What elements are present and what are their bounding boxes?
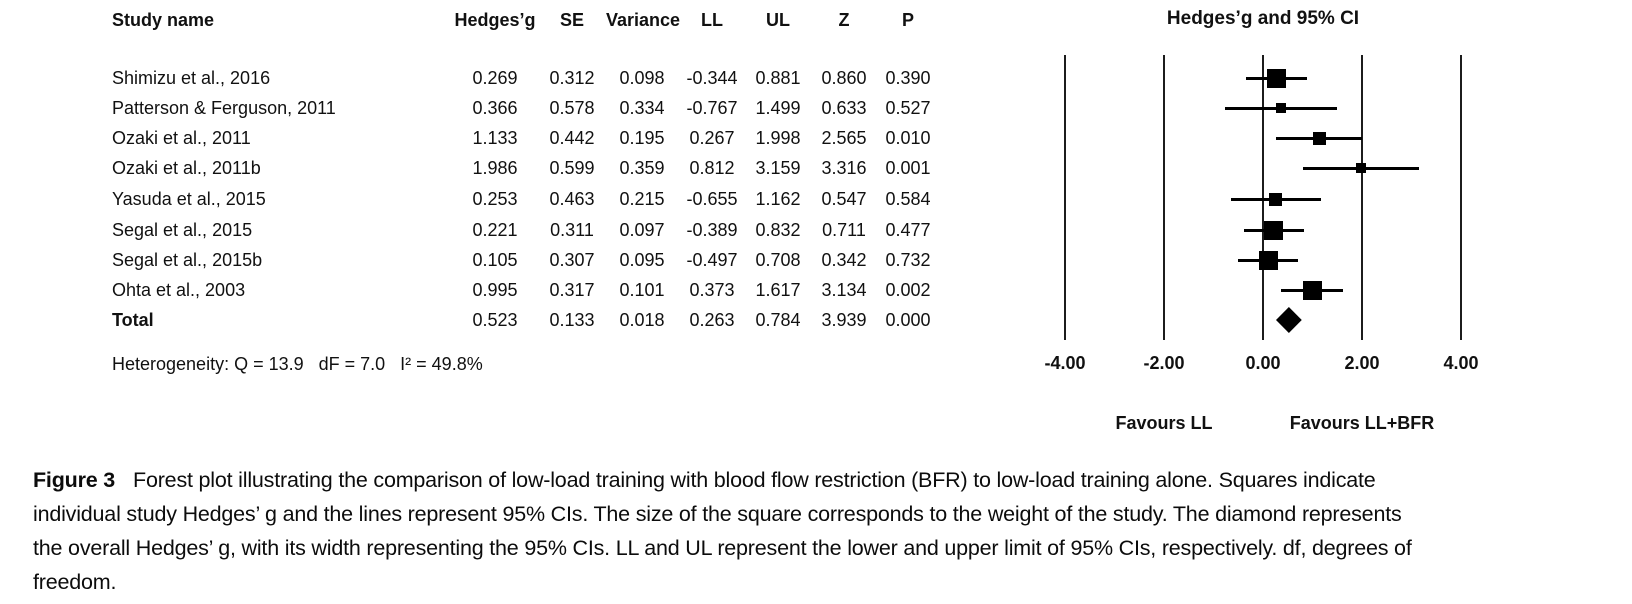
ll-value: -0.344 — [686, 68, 738, 88]
variance-value: 0.097 — [619, 220, 665, 240]
ll-value: 0.267 — [689, 128, 735, 148]
axis-gridline — [1361, 55, 1363, 340]
study-square-marker — [1267, 69, 1286, 88]
favours-ll-label: Favours LL — [1115, 413, 1213, 433]
p-value: 0.732 — [885, 250, 931, 270]
study-name: Ohta et al., 2003 — [112, 280, 246, 300]
total-diamond-marker — [1276, 307, 1302, 333]
study-square-marker — [1276, 103, 1286, 113]
study-square-marker — [1356, 163, 1366, 173]
variance-value: 0.359 — [619, 158, 665, 178]
z-value: 0.342 — [821, 250, 867, 270]
p-value: 0.010 — [885, 128, 931, 148]
z-value: 3.939 — [821, 310, 867, 330]
axis-tick-label: 2.00 — [1344, 353, 1380, 373]
hedges-g-value: 0.523 — [472, 310, 518, 330]
study-name: Ozaki et al., 2011 — [112, 128, 251, 148]
z-value: 0.711 — [822, 220, 866, 240]
ul-value: 0.708 — [755, 250, 801, 270]
hedges-g-value: 0.105 — [472, 250, 518, 270]
p-value: 0.527 — [885, 98, 931, 118]
study-name: Segal et al., 2015 — [112, 220, 253, 240]
hedges-g-value: 0.253 — [472, 189, 518, 209]
p-value: 0.002 — [885, 280, 931, 300]
caption-line: freedom. — [33, 570, 117, 594]
plot-title: Hedges’g and 95% CI — [1166, 8, 1360, 29]
hedges-g-value: 1.986 — [472, 158, 518, 178]
se-value: 0.133 — [549, 310, 595, 330]
ul-value: 1.162 — [755, 189, 801, 209]
variance-value: 0.215 — [619, 189, 665, 209]
col-header-se: SE — [559, 10, 584, 30]
study-name: Ozaki et al., 2011b — [112, 158, 261, 178]
ll-value: -0.497 — [686, 250, 738, 270]
p-value: 0.390 — [885, 68, 931, 88]
col-header-variance: Variance — [606, 10, 681, 30]
caption-line: the overall Hedges’ g, with its width representing the 95% CIs. LL and UL represent the lower and upper limit of 95% CIs, respectively. df, degrees of — [33, 536, 1412, 560]
study-square-marker — [1259, 251, 1278, 270]
se-value: 0.317 — [549, 280, 595, 300]
se-value: 0.307 — [549, 250, 595, 270]
se-value: 0.312 — [549, 68, 595, 88]
ul-value: 3.159 — [755, 158, 801, 178]
se-value: 0.442 — [549, 128, 595, 148]
ul-value: 0.784 — [755, 310, 801, 330]
study-square-marker — [1269, 193, 1282, 206]
variance-value: 0.334 — [619, 98, 665, 118]
ul-value: 1.998 — [755, 128, 801, 148]
axis-tick-label: 0.00 — [1245, 353, 1281, 373]
ul-value: 1.617 — [755, 280, 801, 300]
ul-value: 1.499 — [755, 98, 801, 118]
ul-value: 0.832 — [755, 220, 801, 240]
ul-value: 0.881 — [755, 68, 801, 88]
variance-value: 0.195 — [619, 128, 665, 148]
z-value: 2.565 — [821, 128, 867, 148]
col-header-p: P — [901, 10, 914, 30]
axis-gridline — [1460, 55, 1462, 340]
axis-tick-label: -2.00 — [1143, 353, 1185, 373]
caption-line — [33, 463, 1623, 497]
caption-text: Forest plot illustrating the comparison of low-load training with blood flow restriction (BFR) to low-load training alone. Squares indicate — [133, 468, 1376, 492]
ll-value: -0.767 — [686, 98, 738, 118]
axis-gridline — [1163, 55, 1165, 340]
hedges-g-value: 1.133 — [472, 128, 518, 148]
hedges-g-value: 0.269 — [472, 68, 518, 88]
variance-value: 0.098 — [619, 68, 665, 88]
study-name: Yasuda et al., 2015 — [112, 189, 266, 209]
study-name: Patterson & Ferguson, 2011 — [112, 98, 336, 118]
ll-value: -0.389 — [686, 220, 738, 240]
figure-number-label: Figure 3 — [33, 468, 116, 492]
study-square-marker — [1264, 221, 1283, 240]
hedges-g-value: 0.366 — [472, 98, 518, 118]
se-value: 0.463 — [549, 189, 595, 209]
se-value: 0.311 — [550, 220, 594, 240]
se-value: 0.578 — [549, 98, 595, 118]
variance-value: 0.101 — [619, 280, 665, 300]
ll-value: 0.373 — [689, 280, 735, 300]
study-square-marker — [1303, 281, 1322, 300]
study-name: Segal et al., 2015b — [112, 250, 263, 270]
p-value: 0.584 — [885, 189, 931, 209]
se-value: 0.599 — [549, 158, 595, 178]
study-name: Shimizu et al., 2016 — [112, 68, 271, 88]
z-value: 3.134 — [821, 280, 867, 300]
hedges-g-value: 0.221 — [472, 220, 518, 240]
ll-value: 0.812 — [689, 158, 735, 178]
ll-value: 0.263 — [689, 310, 735, 330]
study-square-marker — [1313, 132, 1326, 145]
z-value: 3.316 — [821, 158, 867, 178]
total-label: Total — [112, 310, 154, 330]
axis-tick-label: -4.00 — [1044, 353, 1086, 373]
z-value: 0.633 — [821, 98, 867, 118]
p-value: 0.000 — [885, 310, 931, 330]
p-value: 0.477 — [885, 220, 931, 240]
col-header-ul: UL — [766, 10, 790, 30]
favours-ll-bfr-label: Favours LL+BFR — [1289, 413, 1435, 433]
axis-tick-label: 4.00 — [1443, 353, 1479, 373]
col-header-hedges-g: Hedges’g — [454, 10, 536, 30]
hedges-g-value: 0.995 — [472, 280, 518, 300]
col-header-study-name: Study name — [112, 10, 215, 30]
p-value: 0.001 — [885, 158, 931, 178]
col-header-ll: LL — [701, 10, 723, 30]
caption-line: individual study Hedges’ g and the lines represent 95% CIs. The size of the square corresponds to the weight of the study. The diamond represents — [33, 502, 1402, 526]
heterogeneity-note: Heterogeneity: Q = 13.9 dF = 7.0 I² = 49.8% — [112, 354, 483, 374]
z-value: 0.547 — [821, 189, 867, 209]
figure-caption — [33, 463, 1623, 599]
variance-value: 0.018 — [619, 310, 665, 330]
ll-value: -0.655 — [686, 189, 738, 209]
col-header-z: Z — [838, 10, 850, 30]
variance-value: 0.095 — [619, 250, 665, 270]
z-value: 0.860 — [821, 68, 867, 88]
axis-gridline — [1064, 55, 1066, 340]
